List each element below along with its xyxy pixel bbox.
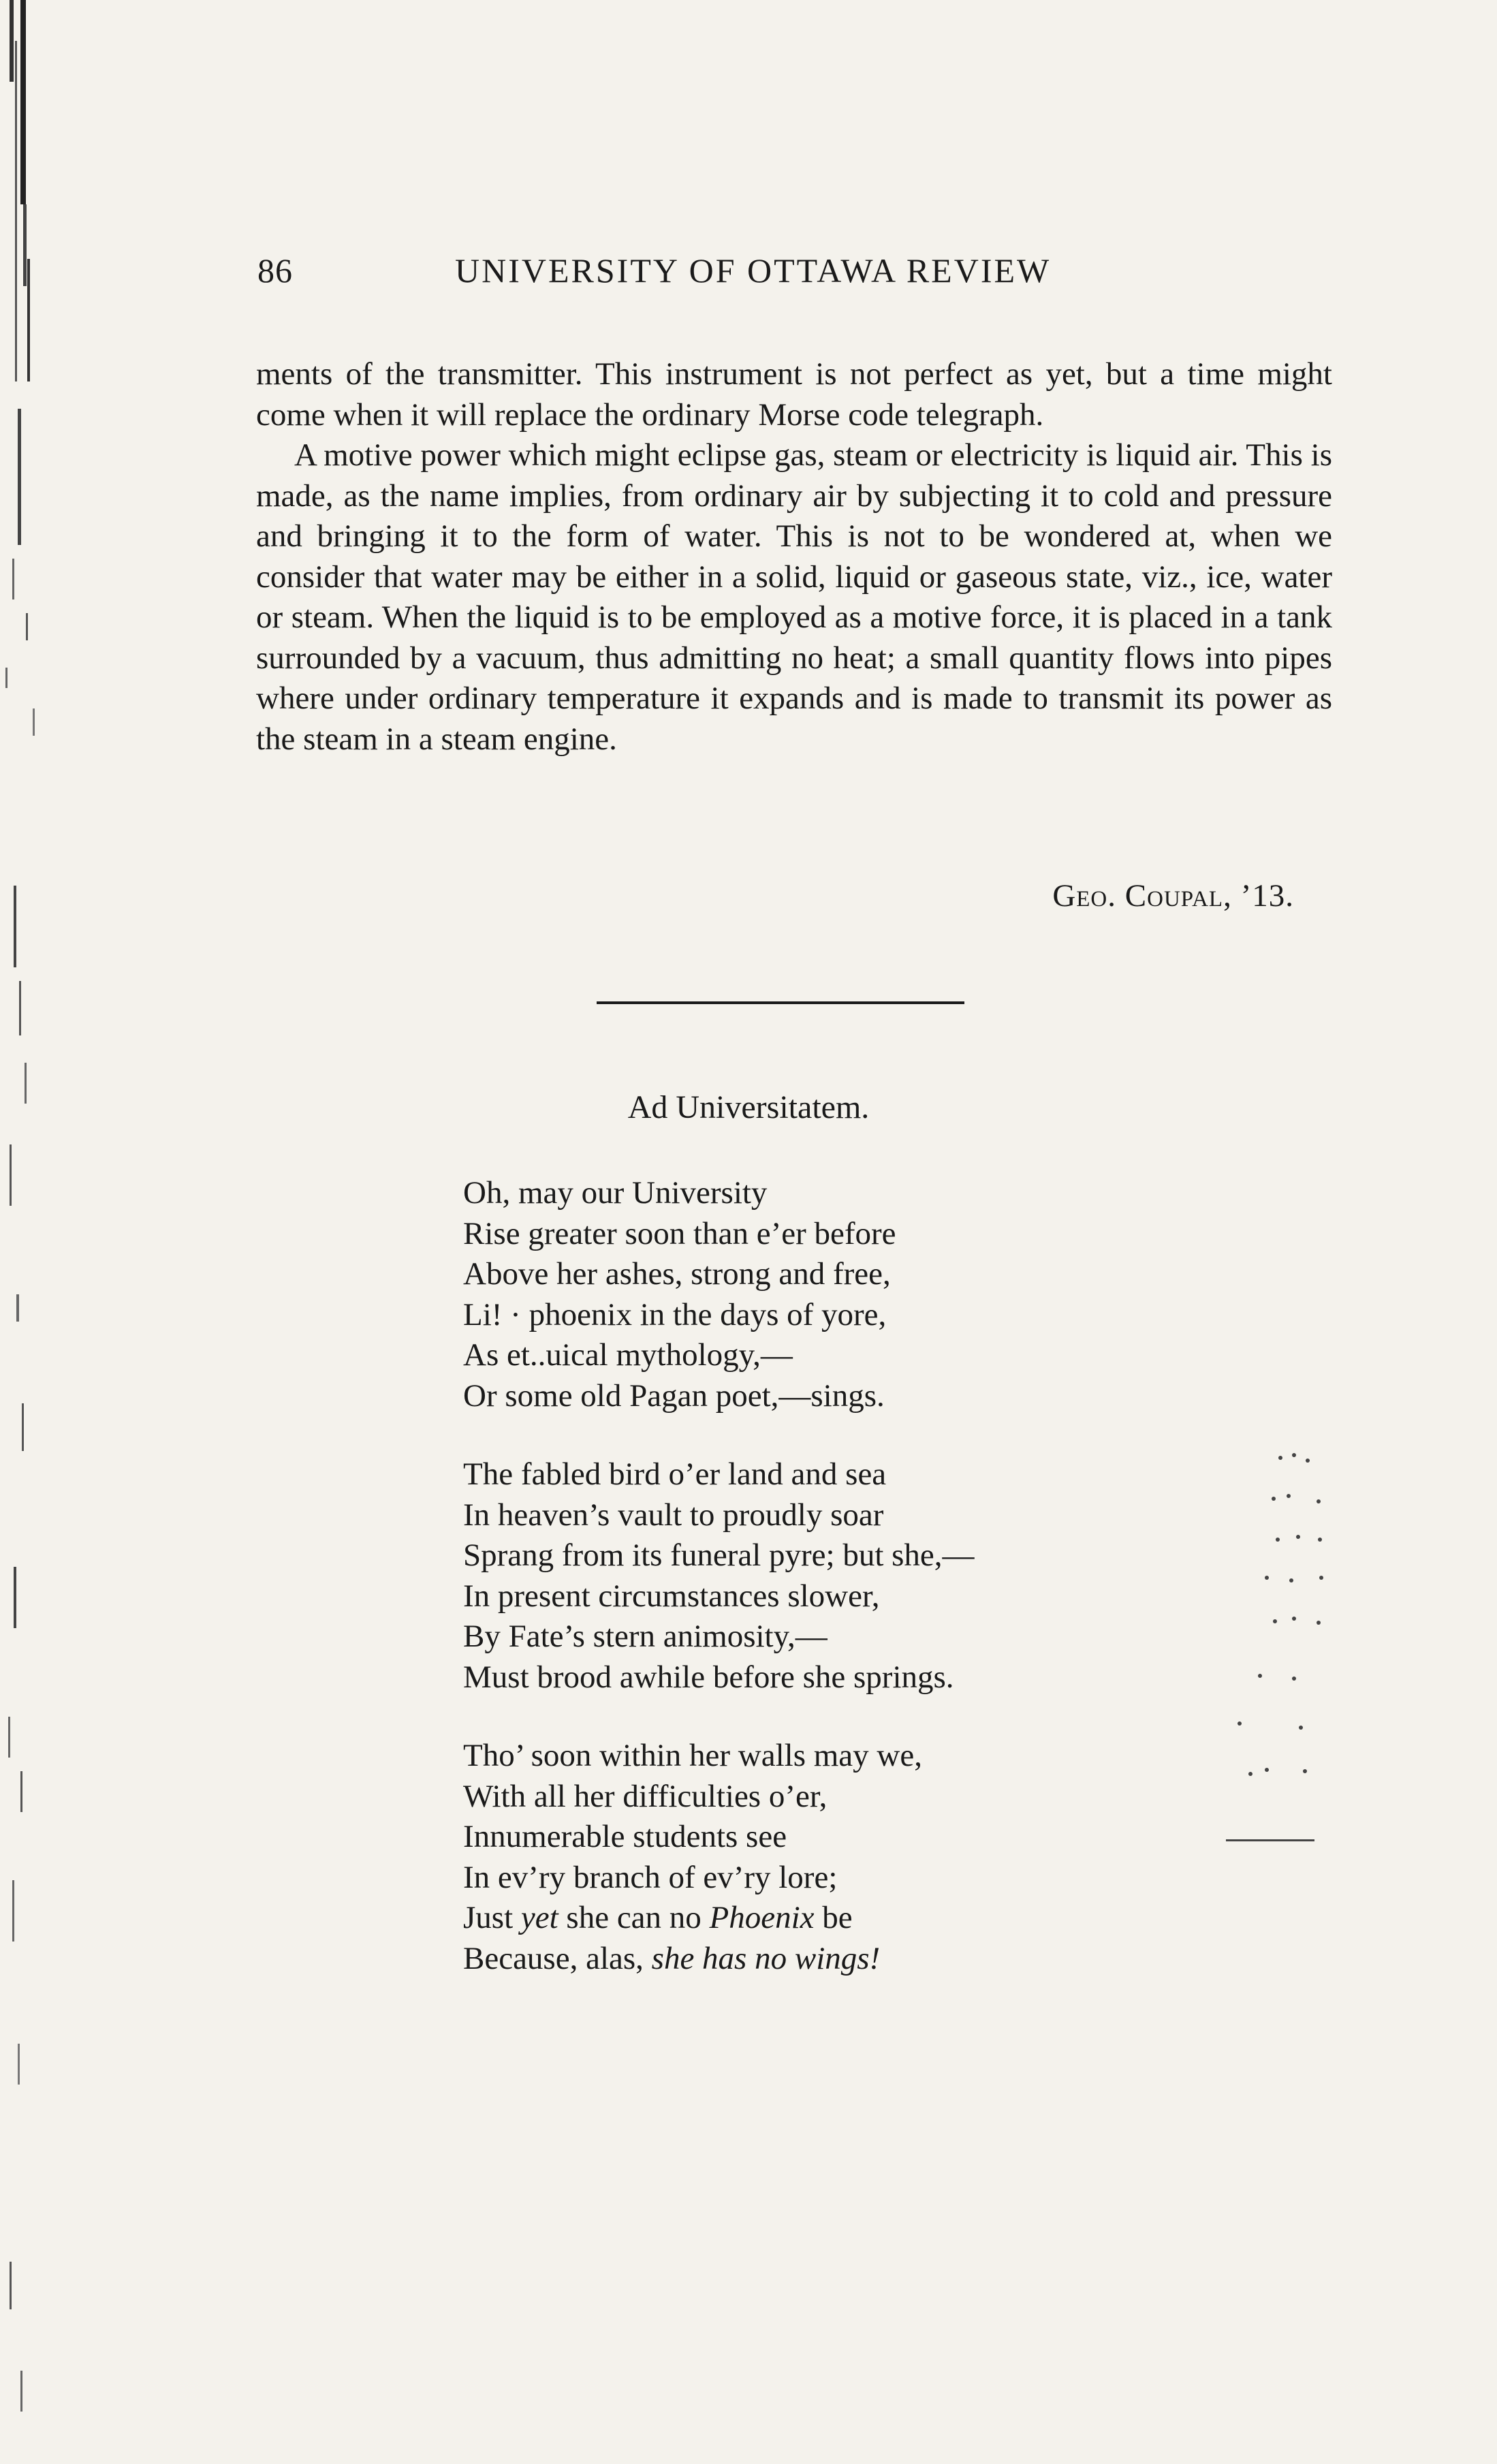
poem-line: Rise greater soon than e’er before [463, 1215, 896, 1251]
poem-line: Oh, may our University [463, 1175, 768, 1211]
poem-line-final: Because, alas, she has no wings! [463, 1940, 881, 1976]
poem-line: Li! · phoenix in the days of yore, [463, 1296, 887, 1332]
poem-stanza-2 [463, 1454, 1212, 1698]
running-title: UNIVERSITY OF OTTAWA REVIEW [455, 251, 1052, 290]
poem-line: Sprang from its funeral pyre; but she,— [463, 1538, 975, 1573]
poem-line: Or some old Pagan poet,—sings. [463, 1377, 885, 1414]
poem-line: In ev’ry branch of ev’ry lore; [463, 1859, 838, 1895]
section-divider [597, 1001, 964, 1004]
poem-title: Ad Universitatem. [627, 1089, 870, 1125]
poem-line: Innumerable students see [463, 1819, 787, 1854]
poem-line: Tho’ soon within her walls may we, [463, 1738, 922, 1773]
poem-line: In heaven’s vault to proudly soar [463, 1497, 884, 1533]
article-body [256, 354, 1332, 760]
poem-line: By Fate’s stern animosity,— [463, 1619, 828, 1654]
poem-stanza-3 [463, 1736, 1212, 1979]
poem-line: Above her ashes, strong and free, [463, 1256, 891, 1292]
poem-line-phoenix: Just yet she can no Phoenix be [463, 1900, 853, 1935]
poem-line: Must brood awhile before she springs. [463, 1659, 954, 1695]
scan-edge-marks [0, 0, 75, 2464]
running-header [257, 251, 1211, 292]
poem-line: As et..uical mythology,— [463, 1337, 793, 1373]
poem-line: In present circumstances slower, [463, 1578, 880, 1614]
author-signature: Geo. Coupal, ’13. [1052, 878, 1294, 914]
poem-line: With all her difficulties o’er, [463, 1778, 828, 1814]
print-speck-marks [1158, 1431, 1362, 1853]
page-number: 86 [257, 251, 293, 290]
poem-line: The fabled bird o’er land and sea [463, 1456, 887, 1492]
paragraph-liquid-air: A motive power which might eclipse gas, steam or electricity is liquid air. This is made, as the name implies, from ordinary air by subjecting it to cold and pressure and bringing it to the form of water. This is not to be wondered at, when we consider that water may be either in a solid, liquid or gaseous state, viz., ice, water or steam. When the liquid is to be employed as a motive force, it is placed in a tank surrounded by a vacuum, thus admitting no heat; a small quantity flows into pipes where under ordinary temperature it expands and is made to transmit its power as the steam in a steam engine. [256, 437, 1332, 757]
poem-stanza-1 [463, 1173, 1212, 1416]
paragraph-continued: ments of the transmitter. This instrument is not perfect as yet, but a time might come when it will replace the ordinary Morse code telegraph. [256, 356, 1332, 433]
